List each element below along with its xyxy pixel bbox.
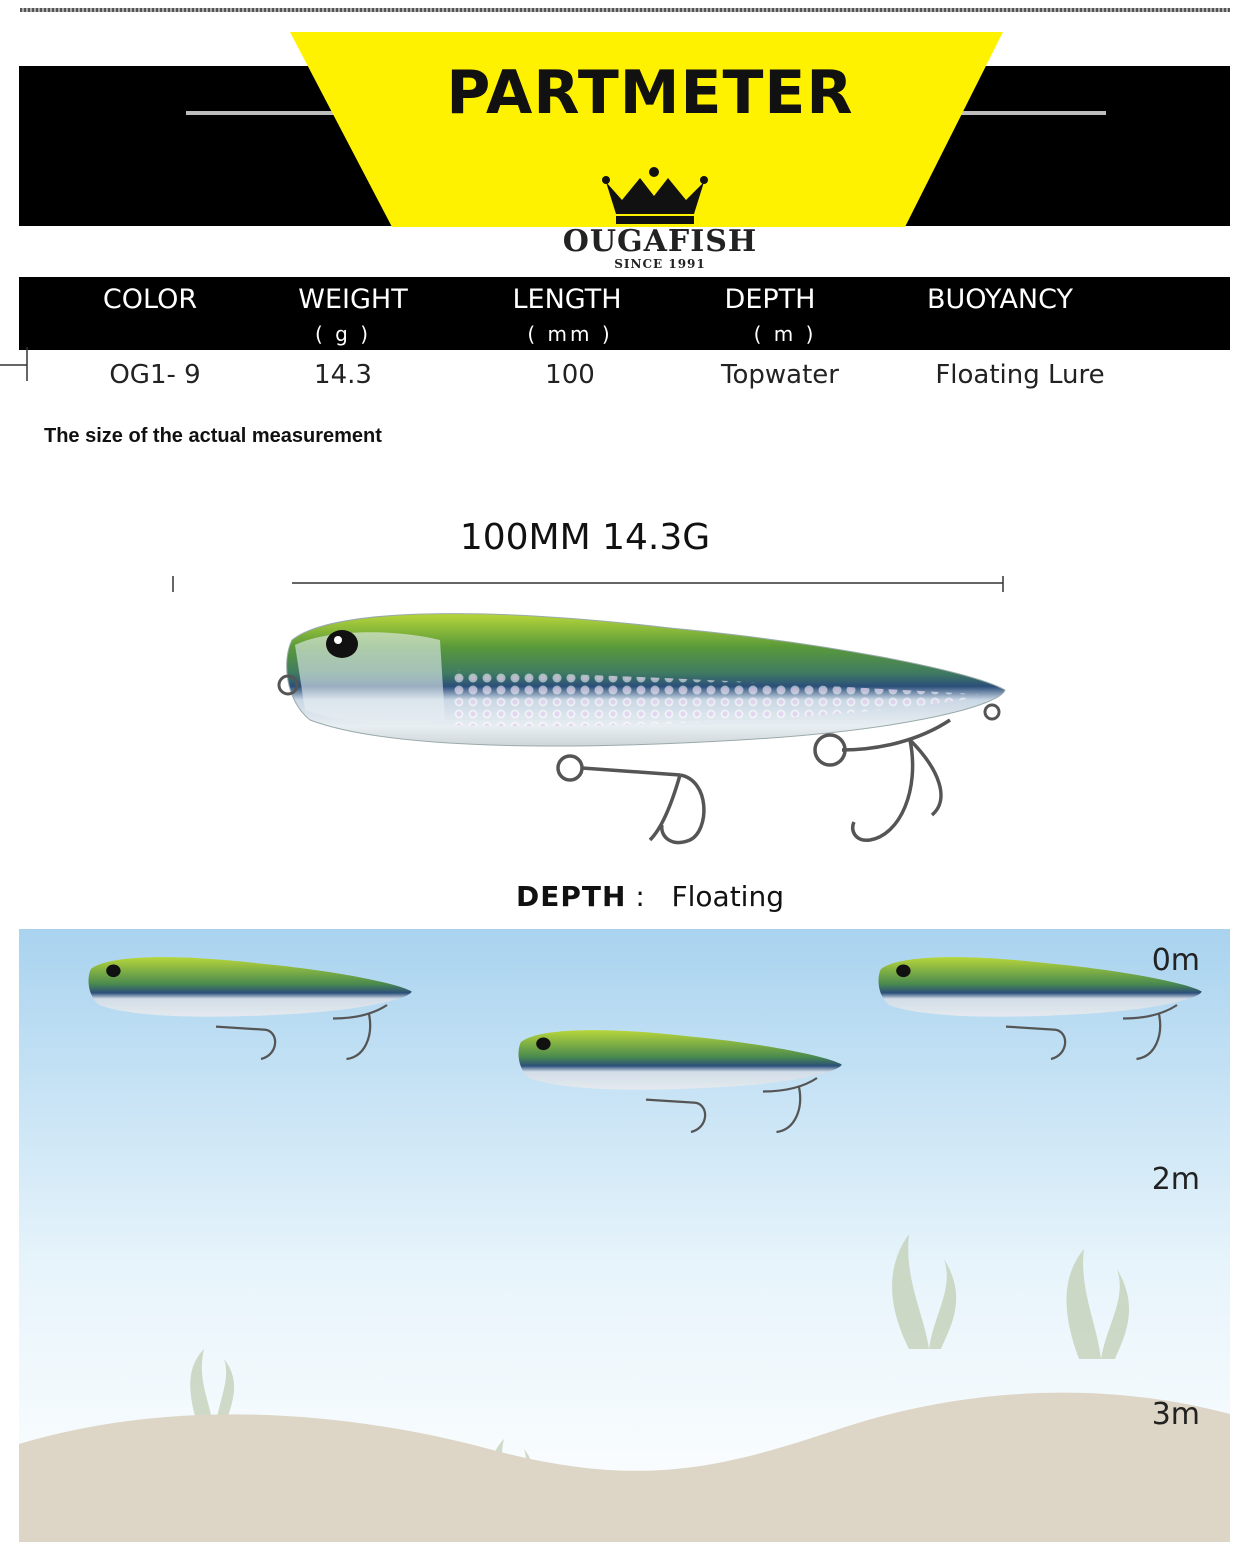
- depth-separator: :: [635, 880, 645, 913]
- spec-header-depth: DEPTH: [724, 284, 816, 315]
- spec-header-color: COLOR: [102, 284, 198, 315]
- spec-value-color: OG1- 9: [109, 360, 201, 390]
- depth-marker-2m: 2m: [1151, 1162, 1200, 1197]
- depth-marker-0m: 0m: [1151, 943, 1200, 978]
- spec-header-length: LENGTH: [512, 284, 622, 315]
- water-depth-scene: [19, 929, 1230, 1542]
- spec-unit-depth: ( m ): [753, 322, 817, 346]
- water-background: [19, 929, 1230, 1542]
- left-bracket-mark: [0, 345, 30, 385]
- spec-header-buoyancy: BUOYANCY: [927, 284, 1073, 315]
- spec-unit-length: ( mm ): [527, 322, 613, 346]
- depth-label: DEPTH: [516, 880, 627, 913]
- measurement-note: The size of the actual measurement: [44, 425, 382, 447]
- spec-value-buoyancy: Floating Lure: [935, 360, 1105, 390]
- spec-value-weight: 14.3: [314, 360, 372, 390]
- depth-line: [400, 880, 900, 913]
- spec-value-length: 100: [545, 360, 595, 390]
- measurement-ruler: [160, 570, 1020, 600]
- measurement-label: 100MM 14.3G: [459, 517, 711, 558]
- depth-value: Floating: [671, 880, 784, 913]
- yellow-trapezoid: [0, 0, 1250, 260]
- lure-image-main: [270, 600, 1030, 860]
- spec-header-weight: WEIGHT: [298, 284, 408, 315]
- page-title: PARTMETER: [446, 58, 854, 128]
- spec-unit-weight: ( g ): [314, 322, 371, 346]
- depth-marker-3m: 3m: [1151, 1397, 1200, 1432]
- brand-since-text: SINCE 1991: [614, 257, 706, 271]
- brand-logo-text: OUGAFISH: [562, 224, 758, 259]
- spec-value-depth: Topwater: [721, 360, 839, 390]
